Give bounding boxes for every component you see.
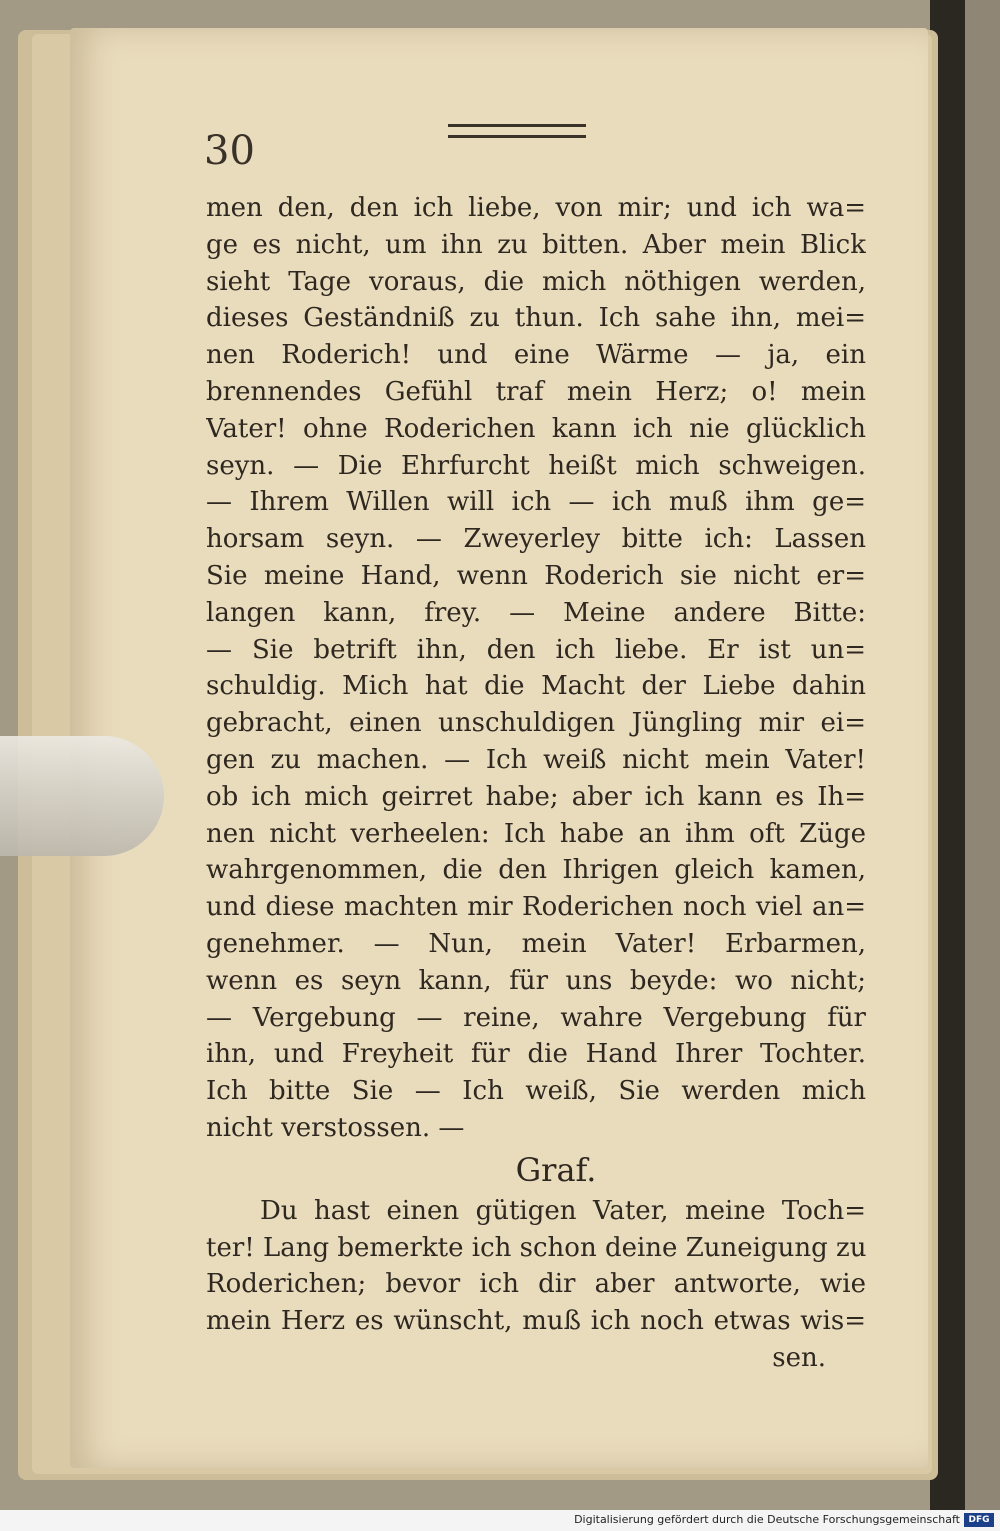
text-line: nicht verstossen. — [206, 1112, 465, 1143]
text-line: — Sie betrift ihn, den ich liebe. Er ist un= [206, 634, 866, 665]
scanner-border [965, 0, 1000, 1510]
page-text [206, 190, 866, 1377]
text-line: genehmer. — Nun, mein Vater! Erbarmen, [206, 928, 866, 959]
text-line: Vater! ohne Roderichen kann ich nie glücklich [206, 413, 866, 444]
text-line: nen nicht verheelen: Ich habe an ihm oft Züge [206, 818, 866, 849]
text-line: ihn, und Freyheit für die Hand Ihrer Tochter. [206, 1039, 866, 1070]
reply-line: ter! Lang bemerkte ich schon deine Zuneigung zu [206, 1232, 866, 1263]
text-line: wahrgenommen, die den Ihrigen gleich kamen, [206, 855, 866, 886]
thumb-holder [0, 736, 164, 856]
text-line: brennendes Gefühl traf mein Herz; o! mein [206, 376, 866, 407]
text-line: — Vergebung — reine, wahre Vergebung für [206, 1002, 866, 1033]
footer-bar [0, 1510, 1000, 1531]
catchword: sen. [772, 1342, 826, 1373]
text-line: men den, den ich liebe, von mir; und ich wa= [206, 193, 866, 223]
text-line: horsam seyn. — Zweyerley bitte ich: Lassen [206, 524, 866, 555]
text-line: langen kann, frey. — Meine andere Bitte: [206, 597, 866, 628]
footer-credit: Digitalisierung gefördert durch die Deutsche Forschungsgemeinschaft [574, 1513, 960, 1526]
header-ornament [448, 124, 586, 138]
text-line: gebracht, einen unschuldigen Jüngling mir ei= [206, 708, 866, 739]
text-line: Sie meine Hand, wenn Roderich sie nicht er= [206, 560, 866, 591]
text-line: nen Roderich! und eine Wärme — ja, ein [206, 340, 866, 371]
reply-line: mein Herz es wünscht, muß ich noch etwas wis= [206, 1306, 866, 1337]
page-number: 30 [204, 128, 255, 174]
text-line: ob ich mich geirret habe; aber ich kann es Ih= [206, 781, 866, 812]
text-line: gen zu machen. — Ich weiß nicht mein Vater! [206, 744, 866, 775]
reply-line: Du hast einen gütigen Vater, meine Toch= [260, 1195, 866, 1226]
text-line: wenn es seyn kann, für uns beyde: wo nicht; [206, 965, 866, 996]
text-line: ge es nicht, um ihn zu bitten. Aber mein Blick [206, 229, 866, 260]
text-line: dieses Geständniß zu thun. Ich sahe ihn, mei= [206, 303, 866, 334]
text-line: schuldig. Mich hat die Macht der Liebe dahin [206, 671, 866, 702]
text-line: und diese machten mir Roderichen noch viel an= [206, 892, 866, 923]
reply-line: Roderichen; bevor ich dir aber antworte, wie [206, 1269, 866, 1300]
text-line: — Ihrem Willen will ich — ich muß ihm ge= [206, 487, 866, 518]
text-line: sieht Tage voraus, die mich nöthigen werden, [206, 266, 866, 297]
text-line: seyn. — Die Ehrfurcht heißt mich schweigen. [206, 450, 866, 481]
speaker-heading: Graf. [515, 1150, 597, 1189]
dfg-logo: DFG [964, 1513, 994, 1527]
text-line: Ich bitte Sie — Ich weiß, Sie werden mich [206, 1076, 866, 1107]
